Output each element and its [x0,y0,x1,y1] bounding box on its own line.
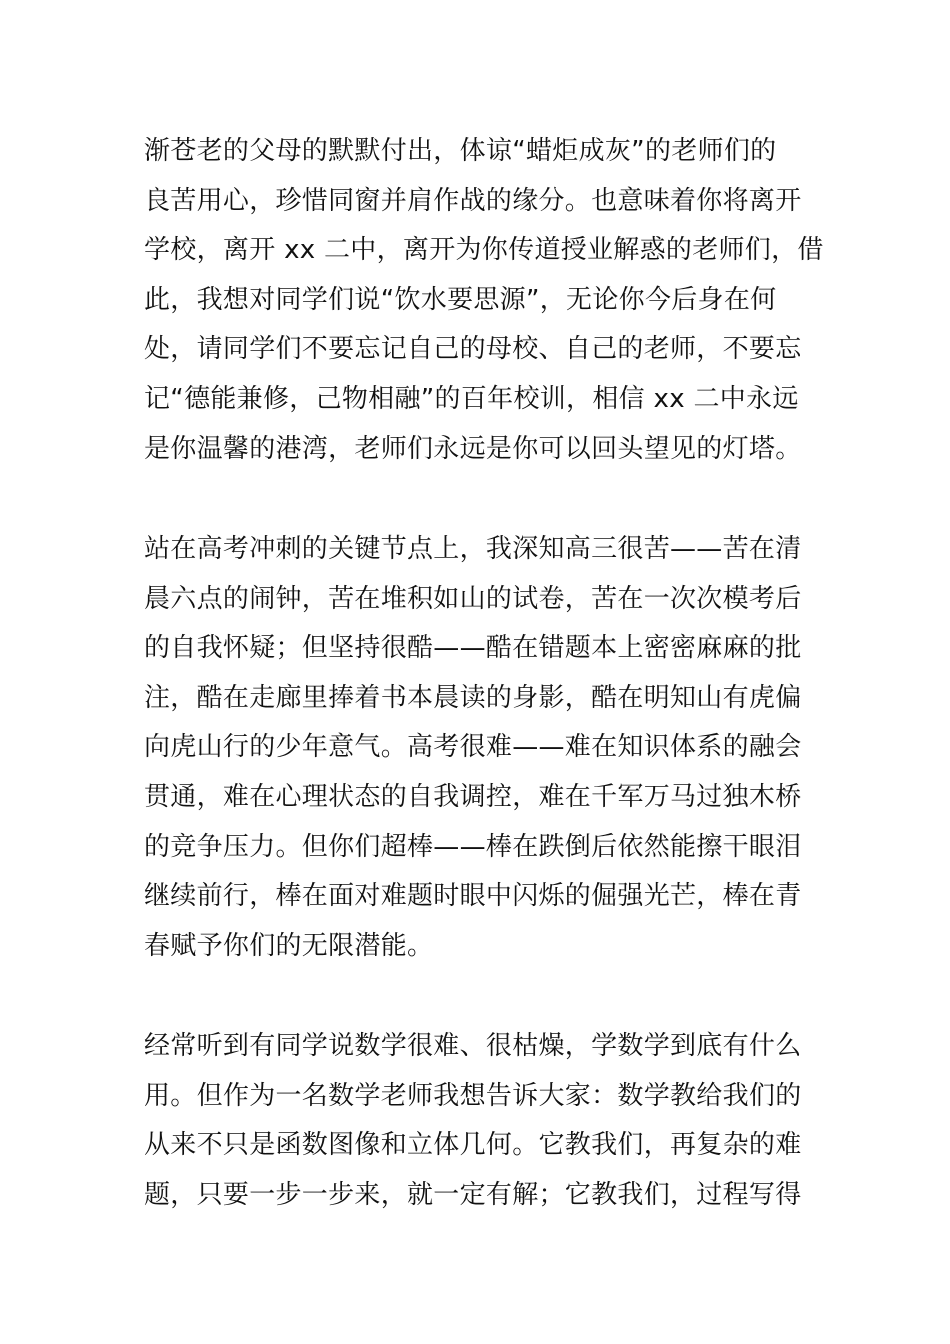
paragraph-3 [144,1022,814,1220]
text-line: 题，只要一步一步来，就一定有解；它教我们，过程写得 [144,1179,802,1210]
text-line: 注，酷在走廊里捧着书本晨读的身影，酷在明知山有虎偏 [144,682,802,713]
text-line: 的自我怀疑；但坚持很酷——酷在错题本上密密麻麻的批 [144,633,802,664]
text-line: 用。但作为一名数学老师我想告诉大家：数学教给我们的 [144,1080,802,1111]
paragraph-2 [144,525,814,971]
text-line: 经常听到有同学说数学很难、很枯燥，学数学到底有什么 [144,1031,802,1061]
text-line: 向虎山行的少年意气。高考很难——难在知识体系的融会 [144,732,802,763]
text-line: 渐苍老的父母的默默付出，体谅“蜡炬成灰”的老师们的 [144,136,777,166]
text-line: 记“德能兼修，己物相融”的百年校训，相信 xx 二中永远 [144,383,799,414]
text-line: 处，请同学们不要忘记自己的母校、自己的老师，不要忘 [144,334,802,365]
text-line: 的竞争压力。但你们超棒——棒在跌倒后依然能擦干眼泪 [144,831,802,862]
text-line: 站在高考冲刺的关键节点上，我深知高三很苦——苦在清 [144,534,802,564]
text-line: 是你温馨的港湾，老师们永远是你可以回头望见的灯塔。 [144,433,802,464]
paragraph-1 [144,127,824,474]
text-line: 此，我想对同学们说“饮水要思源”，无论你今后身在何 [144,284,777,315]
text-line: 继续前行，棒在面对难题时眼中闪烁的倔强光芒，棒在青 [144,881,802,912]
text-line: 春赋予你们的无限潜能。 [144,930,434,961]
text-line: 贯通，难在心理状态的自我调控，难在千军万马过独木桥 [144,781,802,812]
text-line: 良苦用心，珍惜同窗并肩作战的缘分。也意味着你将离开 [144,185,802,216]
text-line: 从来不只是函数图像和立体几何。它教我们，再复杂的难 [144,1130,802,1161]
text-line: 晨六点的闹钟，苦在堆积如山的试卷，苦在一次次模考后 [144,583,802,614]
text-line: 学校，离开 xx 二中，离开为你传道授业解惑的老师们，借 [144,235,824,266]
